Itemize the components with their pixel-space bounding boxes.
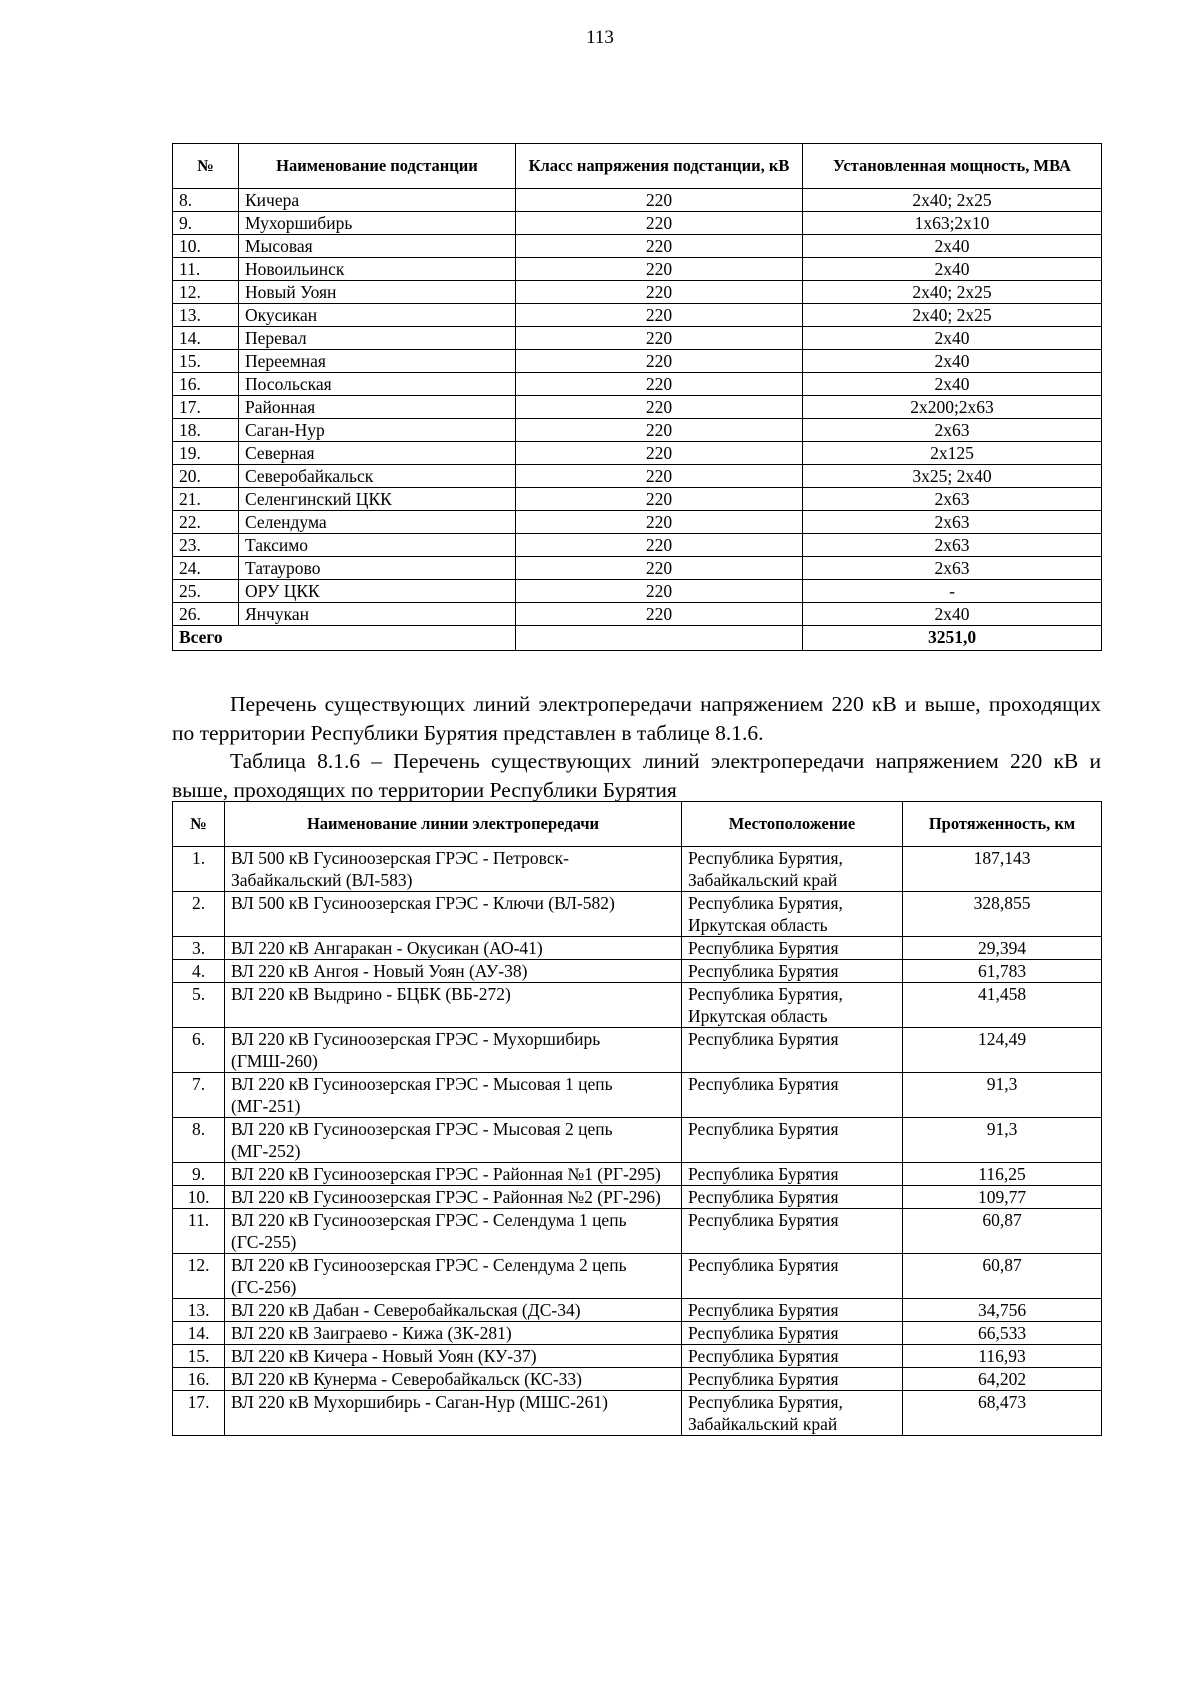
voltage-class: 220: [516, 419, 803, 442]
installed-power: 2х40: [803, 603, 1102, 626]
installed-power: 2х40; 2х25: [803, 281, 1102, 304]
substation-name: Перевал: [239, 327, 516, 350]
installed-power: 2х40: [803, 350, 1102, 373]
table-header-row: [173, 144, 1102, 189]
line-length: 68,473: [903, 1391, 1102, 1436]
power-lines-table-body: [173, 847, 1102, 1436]
installed-power: 2х125: [803, 442, 1102, 465]
table-row: [173, 488, 1102, 511]
table-row: [173, 960, 1102, 983]
row-num: 17.: [173, 1391, 225, 1436]
table-row: [173, 1391, 1102, 1436]
substation-name: Северобайкальск: [239, 465, 516, 488]
substation-name: Северная: [239, 442, 516, 465]
row-num: 23.: [173, 534, 239, 557]
voltage-class: 220: [516, 511, 803, 534]
table-row: [173, 847, 1102, 892]
power-lines-table: [172, 801, 1102, 1436]
table-row: [173, 580, 1102, 603]
line-location: Республика Бурятия: [682, 1186, 903, 1209]
substation-name: Переемная: [239, 350, 516, 373]
line-name: ВЛ 220 кВ Кунерма - Северобайкальск (КС-33): [225, 1368, 682, 1391]
table-caption: Таблица 8.1.6 – Перечень существующих линий электропередачи напряжением 220 кВ и выше, проходящих по территории Республики Бурятия: [172, 749, 1101, 802]
row-num: 8.: [173, 1118, 225, 1163]
table-row: [173, 1028, 1102, 1073]
installed-power: 1х63;2х10: [803, 212, 1102, 235]
header-location: Местоположение: [682, 802, 903, 847]
table-row: [173, 1299, 1102, 1322]
line-length: 64,202: [903, 1368, 1102, 1391]
voltage-class: 220: [516, 396, 803, 419]
line-name: ВЛ 220 кВ Заиграево - Кижа (ЗК-281): [225, 1322, 682, 1345]
header-line-name: Наименование линии электропередачи: [225, 802, 682, 847]
row-num: 12.: [173, 1254, 225, 1299]
voltage-class: 220: [516, 603, 803, 626]
substation-name: Районная: [239, 396, 516, 419]
row-num: 11.: [173, 258, 239, 281]
installed-power: 2х63: [803, 511, 1102, 534]
row-num: 25.: [173, 580, 239, 603]
substation-name: Новый Уоян: [239, 281, 516, 304]
row-num: 10.: [173, 1186, 225, 1209]
line-length: 116,93: [903, 1345, 1102, 1368]
table-row: [173, 327, 1102, 350]
line-name: ВЛ 220 кВ Гусиноозерская ГРЭС - Селендума 1 цепь (ГС-255): [225, 1209, 682, 1254]
table-row: [173, 1118, 1102, 1163]
line-length: 124,49: [903, 1028, 1102, 1073]
table-row: [173, 603, 1102, 626]
voltage-class: 220: [516, 442, 803, 465]
substation-name: Янчукан: [239, 603, 516, 626]
line-length: 34,756: [903, 1299, 1102, 1322]
line-length: 328,855: [903, 892, 1102, 937]
row-num: 2.: [173, 892, 225, 937]
substations-table-body: [173, 189, 1102, 626]
row-num: 11.: [173, 1209, 225, 1254]
table-row: [173, 1254, 1102, 1299]
installed-power: 2х40: [803, 327, 1102, 350]
voltage-class: 220: [516, 235, 803, 258]
installed-power: -: [803, 580, 1102, 603]
table-row: [173, 937, 1102, 960]
table-row: [173, 465, 1102, 488]
row-num: 3.: [173, 937, 225, 960]
line-name: ВЛ 220 кВ Гусиноозерская ГРЭС - Районная №1 (РГ-295): [225, 1163, 682, 1186]
line-location: Республика Бурятия: [682, 1028, 903, 1073]
row-num: 19.: [173, 442, 239, 465]
line-location: Республика Бурятия: [682, 1163, 903, 1186]
table-row: [173, 373, 1102, 396]
voltage-class: 220: [516, 534, 803, 557]
row-num: 15.: [173, 350, 239, 373]
line-length: 41,458: [903, 983, 1102, 1028]
installed-power: 2х200;2х63: [803, 396, 1102, 419]
lines-intro-paragraph: Перечень существующих линий электропередачи напряжением 220 кВ и выше, проходящих по территории Республики Бурятия представлен в таблице 8.1.6.: [172, 692, 1101, 745]
substations-table: [172, 143, 1102, 651]
table-row: [173, 1345, 1102, 1368]
table-header-row: [173, 802, 1102, 847]
substation-name: Окусикан: [239, 304, 516, 327]
line-name: ВЛ 500 кВ Гусиноозерская ГРЭС - Петровск-Забайкальский (ВЛ-583): [225, 847, 682, 892]
line-location: Республика Бурятия: [682, 960, 903, 983]
page-number: 113: [586, 27, 614, 48]
substation-name: Татаурово: [239, 557, 516, 580]
line-name: ВЛ 220 кВ Ангоя - Новый Уоян (АУ-38): [225, 960, 682, 983]
substation-name: ОРУ ЦКК: [239, 580, 516, 603]
row-num: 13.: [173, 304, 239, 327]
table-row: [173, 1073, 1102, 1118]
line-location: Республика Бурятия, Забайкальский край: [682, 847, 903, 892]
table-row: [173, 1209, 1102, 1254]
line-length: 29,394: [903, 937, 1102, 960]
installed-power: 2х63: [803, 557, 1102, 580]
installed-power: 2х40; 2х25: [803, 189, 1102, 212]
voltage-class: 220: [516, 304, 803, 327]
table-row: [173, 442, 1102, 465]
header-installed-power: Установленная мощность, МВА: [803, 144, 1102, 189]
row-num: 8.: [173, 189, 239, 212]
table-row: [173, 892, 1102, 937]
voltage-class: 220: [516, 212, 803, 235]
installed-power: 2х40: [803, 373, 1102, 396]
line-name: ВЛ 500 кВ Гусиноозерская ГРЭС - Ключи (ВЛ-582): [225, 892, 682, 937]
line-name: ВЛ 220 кВ Мухоршибирь - Саган-Нур (МШС-261): [225, 1391, 682, 1436]
line-location: Республика Бурятия: [682, 1254, 903, 1299]
voltage-class: 220: [516, 189, 803, 212]
voltage-class: 220: [516, 557, 803, 580]
voltage-class: 220: [516, 258, 803, 281]
line-name: ВЛ 220 кВ Ангаракан - Окусикан (АО-41): [225, 937, 682, 960]
line-name: ВЛ 220 кВ Выдрино - БЦБК (ВБ-272): [225, 983, 682, 1028]
installed-power: 2х40; 2х25: [803, 304, 1102, 327]
substation-name: Селендума: [239, 511, 516, 534]
installed-power: 2х63: [803, 488, 1102, 511]
voltage-class: 220: [516, 350, 803, 373]
line-length: 187,143: [903, 847, 1102, 892]
substation-name: Саган-Нур: [239, 419, 516, 442]
row-num: 22.: [173, 511, 239, 534]
header-num: №: [173, 144, 239, 189]
row-num: 16.: [173, 1368, 225, 1391]
table-row: [173, 212, 1102, 235]
table-row: [173, 281, 1102, 304]
line-length: 109,77: [903, 1186, 1102, 1209]
line-location: Республика Бурятия: [682, 1118, 903, 1163]
row-num: 14.: [173, 1322, 225, 1345]
line-length: 66,533: [903, 1322, 1102, 1345]
voltage-class: 220: [516, 488, 803, 511]
row-num: 10.: [173, 235, 239, 258]
table-row: [173, 983, 1102, 1028]
row-num: 20.: [173, 465, 239, 488]
header-voltage-class: Класс напряжения подстанции, кВ: [516, 144, 803, 189]
row-num: 12.: [173, 281, 239, 304]
table-row: [173, 534, 1102, 557]
row-num: 26.: [173, 603, 239, 626]
header-substation-name: Наименование подстанции: [239, 144, 516, 189]
row-num: 7.: [173, 1073, 225, 1118]
total-label: Всего: [173, 626, 516, 651]
table-row: [173, 557, 1102, 580]
installed-power: 2х63: [803, 534, 1102, 557]
row-num: 1.: [173, 847, 225, 892]
substation-name: Селенгинский ЦКК: [239, 488, 516, 511]
line-length: 60,87: [903, 1209, 1102, 1254]
table-row: [173, 396, 1102, 419]
installed-power: 2х40: [803, 258, 1102, 281]
line-length: 61,783: [903, 960, 1102, 983]
table-row: [173, 189, 1102, 212]
substation-name: Кичера: [239, 189, 516, 212]
table-row: [173, 258, 1102, 281]
row-num: 5.: [173, 983, 225, 1028]
line-name: ВЛ 220 кВ Кичера - Новый Уоян (КУ-37): [225, 1345, 682, 1368]
row-num: 15.: [173, 1345, 225, 1368]
voltage-class: 220: [516, 465, 803, 488]
table-row: [173, 350, 1102, 373]
table-row: [173, 1322, 1102, 1345]
line-length: 91,3: [903, 1118, 1102, 1163]
total-empty-cell: [516, 626, 803, 651]
line-location: Республика Бурятия, Забайкальский край: [682, 1391, 903, 1436]
substation-name: Мухоршибирь: [239, 212, 516, 235]
line-location: Республика Бурятия: [682, 937, 903, 960]
total-row: [173, 626, 1102, 651]
row-num: 17.: [173, 396, 239, 419]
installed-power: 3х25; 2х40: [803, 465, 1102, 488]
line-location: Республика Бурятия: [682, 1345, 903, 1368]
row-num: 24.: [173, 557, 239, 580]
table-row: [173, 235, 1102, 258]
line-location: Республика Бурятия, Иркутская область: [682, 983, 903, 1028]
line-length: 60,87: [903, 1254, 1102, 1299]
table-row: [173, 419, 1102, 442]
line-length: 91,3: [903, 1073, 1102, 1118]
line-name: ВЛ 220 кВ Гусиноозерская ГРЭС - Селендума 2 цепь (ГС-256): [225, 1254, 682, 1299]
line-location: Республика Бурятия, Иркутская область: [682, 892, 903, 937]
line-name: ВЛ 220 кВ Гусиноозерская ГРЭС - Мухоршибирь (ГМШ-260): [225, 1028, 682, 1073]
line-name: ВЛ 220 кВ Гусиноозерская ГРЭС - Мысовая 1 цепь (МГ-251): [225, 1073, 682, 1118]
voltage-class: 220: [516, 580, 803, 603]
row-num: 14.: [173, 327, 239, 350]
voltage-class: 220: [516, 327, 803, 350]
voltage-class: 220: [516, 281, 803, 304]
line-location: Республика Бурятия: [682, 1299, 903, 1322]
line-name: ВЛ 220 кВ Гусиноозерская ГРЭС - Мысовая 2 цепь (МГ-252): [225, 1118, 682, 1163]
substation-name: Таксимо: [239, 534, 516, 557]
row-num: 13.: [173, 1299, 225, 1322]
line-name: ВЛ 220 кВ Гусиноозерская ГРЭС - Районная №2 (РГ-296): [225, 1186, 682, 1209]
line-name: ВЛ 220 кВ Дабан - Северобайкальская (ДС-34): [225, 1299, 682, 1322]
installed-power: 2х40: [803, 235, 1102, 258]
row-num: 4.: [173, 960, 225, 983]
installed-power: 2х63: [803, 419, 1102, 442]
voltage-class: 220: [516, 373, 803, 396]
table-row: [173, 1163, 1102, 1186]
line-location: Республика Бурятия: [682, 1209, 903, 1254]
row-num: 21.: [173, 488, 239, 511]
substation-name: Новоильинск: [239, 258, 516, 281]
line-location: Республика Бурятия: [682, 1322, 903, 1345]
substation-name: Мысовая: [239, 235, 516, 258]
table-row: [173, 1368, 1102, 1391]
line-length: 116,25: [903, 1163, 1102, 1186]
total-value: 3251,0: [803, 626, 1102, 651]
substation-name: Посольская: [239, 373, 516, 396]
row-num: 16.: [173, 373, 239, 396]
table-row: [173, 511, 1102, 534]
line-location: Республика Бурятия: [682, 1073, 903, 1118]
line-location: Республика Бурятия: [682, 1368, 903, 1391]
header-num: №: [173, 802, 225, 847]
table-row: [173, 304, 1102, 327]
header-length: Протяженность, км: [903, 802, 1102, 847]
table-row: [173, 1186, 1102, 1209]
row-num: 6.: [173, 1028, 225, 1073]
row-num: 9.: [173, 1163, 225, 1186]
row-num: 9.: [173, 212, 239, 235]
row-num: 18.: [173, 419, 239, 442]
